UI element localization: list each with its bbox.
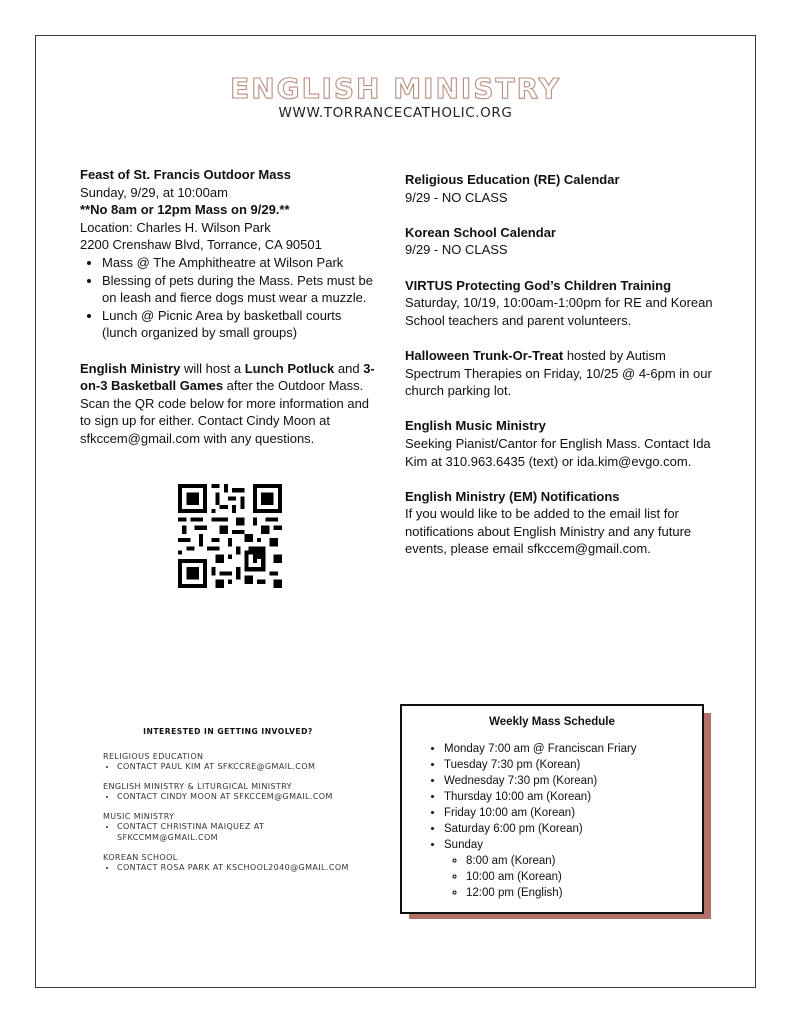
potluck-text: after the Outdoor Mass. Scan the QR code below for more information and to sign up for either. Contact Cindy Moon at sfkccem@gmail.com with any questions. (80, 378, 370, 446)
mass-time: • Friday 10:00 am (Korean) (444, 805, 702, 821)
sunday-label: Sunday (444, 839, 484, 851)
halloween-section (405, 347, 725, 400)
sunday-mass-time: ◦ 8:00 am (Korean) (466, 853, 702, 869)
halloween-heading: Halloween Trunk-Or-Treat (405, 347, 564, 363)
sunday-mass-time: ◦ 10:00 am (Korean) (466, 869, 702, 885)
involved-heading: ENGLISH MINISTRY & LITURGICAL MINISTRY (103, 782, 292, 791)
halloween-text: hosted by Autism Spectrum Therapies on Friday, 10/25 @ 4-6pm in our church parking lot. (405, 347, 712, 399)
virtus-text: Saturday, 10/19, 10:00am-1:00pm for RE and Korean School teachers and parent volunteers. (405, 295, 713, 328)
potluck-lunch: Lunch Potluck (244, 360, 335, 376)
feast-list (80, 254, 380, 342)
involved-contact: • CONTACT CINDY MOON AT SFKCCEM@GMAIL.COM (117, 791, 353, 802)
mass-time: • Wednesday 7:30 pm (Korean) (444, 773, 702, 789)
korean-school-heading: Korean School Calendar (405, 224, 556, 240)
get-involved-section (103, 727, 353, 883)
potluck-games: 3-on-3 Basketball Games (80, 360, 375, 394)
website-url: WWW.TORRANCECATHOLIC.ORG (278, 105, 513, 121)
feast-location: Location: Charles H. Wilson Park (80, 219, 271, 235)
mass-schedule-box (400, 704, 704, 914)
em-notifications-text: If you would like to be added to the email list for notifications about English Ministry and any future events, please email sfkccem@gmail.com. (405, 506, 692, 557)
feast-date: Sunday, 9/29, at 10:00am (80, 184, 228, 200)
potluck-text: will host a (180, 360, 245, 376)
halloween-paragraph (405, 347, 725, 400)
feast-notice: **No 8am or 12pm Mass on 9/29.** (80, 202, 290, 218)
involved-heading: MUSIC MINISTRY (103, 812, 175, 821)
music-ministry-heading: English Music Ministry (405, 418, 546, 434)
korean-school-section (405, 224, 725, 259)
potluck-text: and (334, 360, 364, 376)
feast-item: • Mass @ The Amphitheatre at Wilson Park (102, 254, 380, 272)
sunday-mass-time: ◦ 12:00 pm (English) (466, 885, 702, 901)
virtus-section (405, 277, 725, 330)
involved-contact: • CONTACT PAUL KIM AT SFKCCRE@GMAIL.COM (117, 761, 353, 772)
mass-time: • Monday 7:00 am @ Franciscan Friary (444, 741, 702, 757)
em-notifications-section (405, 488, 725, 558)
virtus-heading: VIRTUS Protecting God’s Children Training (405, 277, 672, 293)
feast-item: • Blessing of pets during the Mass. Pets must be on leash and fierce dogs must wear a muzzle. (102, 272, 380, 307)
re-calendar-heading: Religious Education (RE) Calendar (405, 172, 620, 187)
qr-code-icon[interactable] (178, 484, 282, 588)
music-ministry-section (405, 417, 725, 470)
potluck-paragraph (80, 360, 380, 448)
get-involved-title: INTERESTED IN GETTING INVOLVED? (143, 727, 313, 736)
involved-contact: • CONTACT CHRISTINA MAIQUEZ AT SFKCCMM@GMAIL.COM (117, 821, 353, 843)
mass-schedule-title: Weekly Mass Schedule (489, 716, 615, 728)
feast-item: • Lunch @ Picnic Area by basketball courts (lunch organized by small groups) (102, 307, 380, 342)
left-column (80, 166, 380, 448)
involved-heading: KOREAN SCHOOL (103, 853, 178, 862)
sunday-times (444, 853, 702, 901)
music-ministry-text: Seeking Pianist/Cantor for English Mass. Contact Ida Kim at 310.963.6435 (text) or ida.kim@evgo.com. (405, 435, 711, 469)
mass-time-sunday (444, 837, 702, 901)
involved-contact: • CONTACT ROSA PARK AT KSCHOOL2040@GMAIL.COM (117, 862, 353, 873)
feast-address: 2200 Crenshaw Blvd, Torrance, CA 90501 (80, 237, 322, 253)
korean-school-text: 9/29 - NO CLASS (405, 242, 508, 258)
mass-schedule-list (402, 741, 702, 901)
potluck-org: English Ministry (80, 360, 181, 376)
right-column (405, 171, 725, 576)
mass-time: • Saturday 6:00 pm (Korean) (444, 821, 702, 837)
page-title: ENGLISH MINISTRY (230, 72, 561, 105)
em-notifications-heading: English Ministry (EM) Notifications (405, 488, 620, 504)
re-calendar-section (405, 171, 725, 206)
re-calendar-text: 9/29 - NO CLASS (405, 189, 508, 205)
mass-time: • Tuesday 7:30 pm (Korean) (444, 757, 702, 773)
feast-heading: Feast of St. Francis Outdoor Mass (80, 167, 291, 182)
mass-time: • Thursday 10:00 am (Korean) (444, 789, 702, 805)
involved-heading: RELIGIOUS EDUCATION (103, 752, 204, 761)
